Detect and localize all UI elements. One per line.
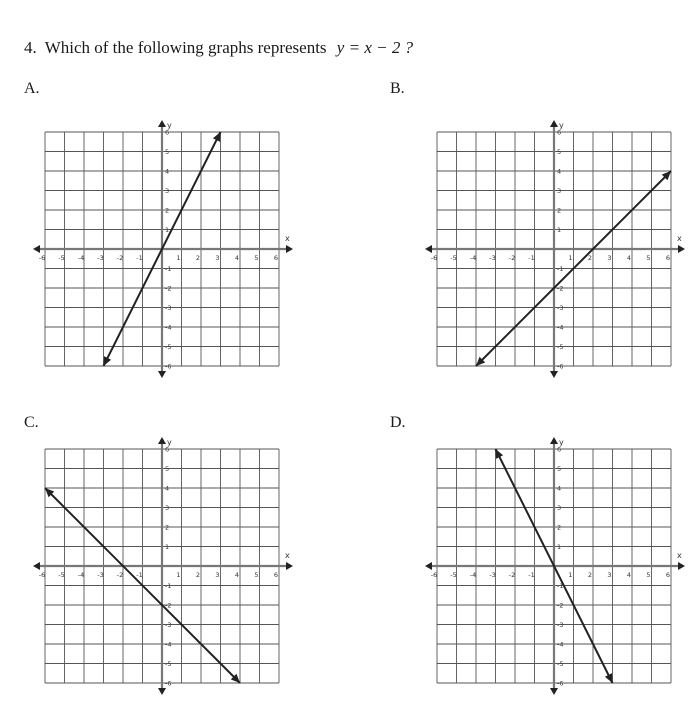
x-tick-label: 6 xyxy=(273,571,279,579)
x-tick-label: 3 xyxy=(215,254,220,262)
y-axis-arrow-down xyxy=(550,688,558,695)
x-tick-label: 1 xyxy=(568,571,573,579)
y-axis-arrow-up xyxy=(158,437,166,444)
y-tick-label: -5 xyxy=(165,343,172,351)
x-tick-label: 1 xyxy=(568,254,573,262)
x-tick-label: -4 xyxy=(77,254,85,262)
x-axis-arrow-left xyxy=(33,562,40,570)
x-tick-label: 4 xyxy=(234,571,240,579)
x-tick-label: -1 xyxy=(528,254,535,262)
y-tick-label: 1 xyxy=(165,226,170,234)
y-tick-label: 4 xyxy=(557,484,562,493)
x-tick-label: -3 xyxy=(489,254,496,262)
x-axis-label: x xyxy=(285,234,290,243)
x-tick-label: 5 xyxy=(254,254,259,262)
x-tick-label: 1 xyxy=(176,571,181,579)
y-tick-label: -1 xyxy=(165,265,172,273)
x-tick-label: -2 xyxy=(508,254,516,262)
x-tick-label: 6 xyxy=(273,254,279,262)
x-tick-label: -5 xyxy=(58,254,65,262)
y-tick-label: -5 xyxy=(557,343,564,351)
y-axis-label: y xyxy=(559,121,564,130)
y-tick-label: 2 xyxy=(557,206,562,215)
y-tick-label: -1 xyxy=(165,582,172,590)
y-tick-label: -3 xyxy=(165,621,172,629)
option-b-label[interactable]: B. xyxy=(390,80,405,97)
y-tick-label: 6 xyxy=(557,445,562,454)
question-text xyxy=(24,38,413,58)
x-tick-label: -6 xyxy=(430,254,438,262)
y-tick-label: -6 xyxy=(165,679,172,688)
x-axis-label: x xyxy=(285,551,290,560)
x-tick-label: -3 xyxy=(97,571,104,579)
y-tick-label: 5 xyxy=(165,465,170,473)
y-tick-label: 3 xyxy=(165,187,170,195)
x-tick-label: -3 xyxy=(97,254,104,262)
x-tick-label: 5 xyxy=(646,254,651,262)
y-tick-label: 1 xyxy=(165,543,170,551)
x-tick-label: 6 xyxy=(665,254,671,262)
x-axis-arrow-right xyxy=(286,562,293,570)
x-tick-label: -4 xyxy=(469,254,477,262)
x-tick-label: -1 xyxy=(136,254,143,262)
y-tick-label: -1 xyxy=(557,582,564,590)
x-tick-label: -3 xyxy=(489,571,496,579)
y-tick-label: -6 xyxy=(557,679,564,688)
y-tick-label: -1 xyxy=(557,265,564,273)
y-axis-arrow-down xyxy=(158,371,166,378)
y-tick-label: 5 xyxy=(557,148,562,156)
x-axis-label: x xyxy=(677,551,682,560)
x-tick-label: 4 xyxy=(626,254,632,262)
y-tick-label: 4 xyxy=(165,484,170,493)
option-c-label[interactable]: C. xyxy=(24,414,39,431)
y-tick-label: 3 xyxy=(557,504,562,512)
x-axis-label: x xyxy=(677,234,682,243)
y-tick-label: -4 xyxy=(165,323,172,332)
y-tick-label: -3 xyxy=(557,304,564,312)
x-axis-arrow-left xyxy=(425,245,432,253)
y-tick-label: 1 xyxy=(557,543,562,551)
y-tick-label: 4 xyxy=(557,167,562,176)
x-tick-label: -4 xyxy=(469,571,477,579)
x-tick-label: -2 xyxy=(508,571,516,579)
x-tick-label: 1 xyxy=(176,254,181,262)
y-tick-label: -5 xyxy=(165,660,172,668)
x-tick-label: -6 xyxy=(430,571,438,579)
y-tick-label: -4 xyxy=(557,323,564,332)
x-axis-arrow-right xyxy=(678,245,685,253)
x-tick-label: 2 xyxy=(587,254,593,262)
y-tick-label: -6 xyxy=(557,362,564,371)
y-tick-label: 2 xyxy=(165,523,170,532)
option-d-label[interactable]: D. xyxy=(390,414,406,431)
x-axis-arrow-right xyxy=(678,562,685,570)
y-axis-label: y xyxy=(559,438,564,447)
question-prompt: Which of the following graphs represents xyxy=(44,38,327,57)
x-tick-label: 3 xyxy=(607,571,612,579)
y-tick-label: 2 xyxy=(557,523,562,532)
x-tick-label: 2 xyxy=(195,254,201,262)
y-tick-label: -3 xyxy=(557,621,564,629)
x-tick-label: -1 xyxy=(136,571,143,579)
x-tick-label: -5 xyxy=(450,254,457,262)
y-tick-label: 4 xyxy=(165,167,170,176)
x-tick-label: 4 xyxy=(234,254,240,262)
y-tick-label: 1 xyxy=(557,226,562,234)
y-tick-label: -2 xyxy=(557,601,564,610)
graph-option-d[interactable] xyxy=(422,432,687,702)
y-axis-arrow-down xyxy=(550,371,558,378)
x-tick-label: 5 xyxy=(254,571,259,579)
x-tick-label: 4 xyxy=(626,571,632,579)
y-axis-label: y xyxy=(167,438,172,447)
y-axis-arrow-down xyxy=(158,688,166,695)
x-tick-label: -4 xyxy=(77,571,85,579)
x-tick-label: 3 xyxy=(215,571,220,579)
y-tick-label: 6 xyxy=(165,445,170,454)
x-tick-label: 6 xyxy=(665,571,671,579)
x-tick-label: -2 xyxy=(116,571,124,579)
y-tick-label: -2 xyxy=(165,601,172,610)
y-tick-label: -2 xyxy=(557,284,564,293)
x-tick-label: 3 xyxy=(607,254,612,262)
x-axis-arrow-left xyxy=(425,562,432,570)
y-tick-label: 6 xyxy=(557,128,562,137)
y-tick-label: 2 xyxy=(165,206,170,215)
x-tick-label: -2 xyxy=(116,254,124,262)
graph-option-c[interactable] xyxy=(30,432,295,702)
x-tick-label: -6 xyxy=(38,254,46,262)
y-tick-label: 3 xyxy=(557,187,562,195)
y-tick-label: 3 xyxy=(165,504,170,512)
x-tick-label: -1 xyxy=(528,571,535,579)
x-tick-label: 2 xyxy=(195,571,201,579)
x-tick-label: -5 xyxy=(58,571,65,579)
x-axis-arrow-right xyxy=(286,245,293,253)
y-axis-arrow-up xyxy=(550,120,558,127)
option-a-label[interactable]: A. xyxy=(24,80,40,97)
graph-option-a[interactable] xyxy=(30,115,295,385)
graph-option-b[interactable] xyxy=(422,115,687,385)
y-tick-label: -6 xyxy=(165,362,172,371)
x-tick-label: -5 xyxy=(450,571,457,579)
y-tick-label: -5 xyxy=(557,660,564,668)
question-number: 4. xyxy=(24,38,37,57)
y-axis-arrow-up xyxy=(550,437,558,444)
y-tick-label: 6 xyxy=(165,128,170,137)
x-tick-label: 2 xyxy=(587,571,593,579)
y-tick-label: -4 xyxy=(557,640,564,649)
question-equation: y = x − 2 ? xyxy=(336,38,414,57)
y-tick-label: -3 xyxy=(165,304,172,312)
y-tick-label: -4 xyxy=(165,640,172,649)
x-axis-arrow-left xyxy=(33,245,40,253)
x-tick-label: -6 xyxy=(38,571,46,579)
y-tick-label: 5 xyxy=(557,465,562,473)
y-axis-label: y xyxy=(167,121,172,130)
y-axis-arrow-up xyxy=(158,120,166,127)
y-tick-label: 5 xyxy=(165,148,170,156)
y-tick-label: -2 xyxy=(165,284,172,293)
x-tick-label: 5 xyxy=(646,571,651,579)
